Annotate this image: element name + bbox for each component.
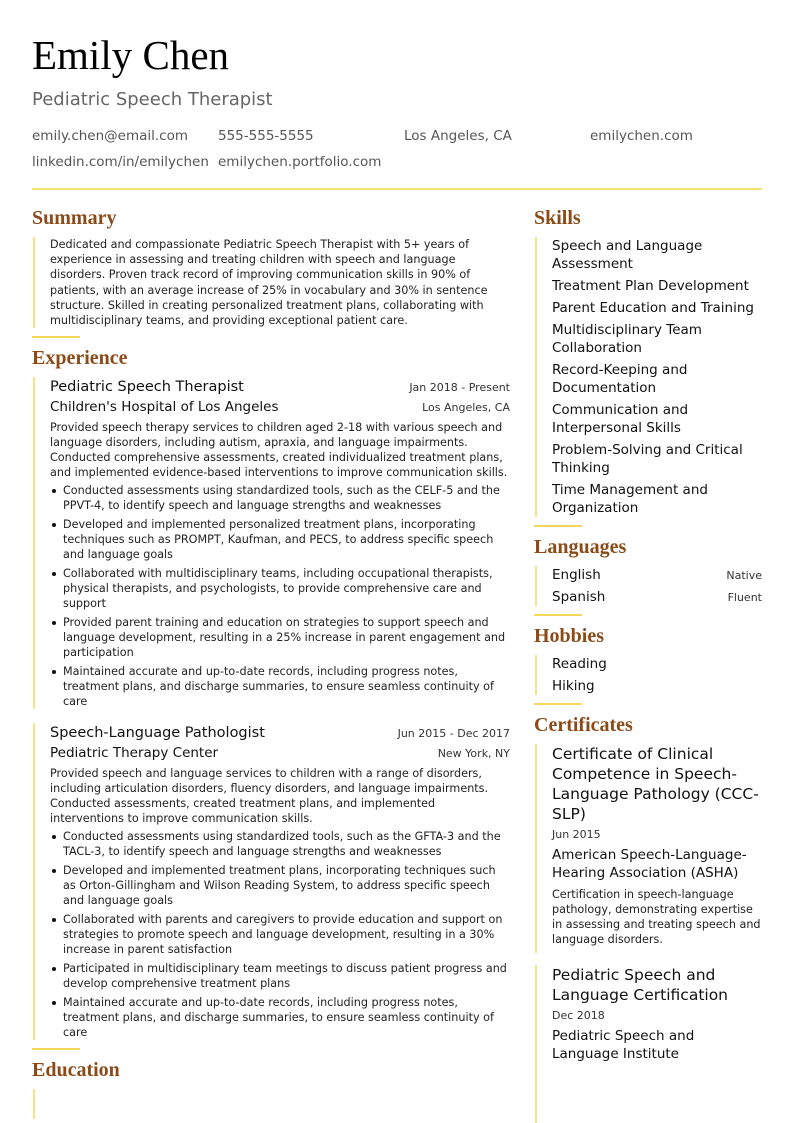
section-divider [32,1048,80,1050]
skill-item: Time Management and Organization [552,482,708,516]
certificate-date: Dec 2018 [552,1009,605,1022]
summary-block [33,237,510,328]
contact-linkedin[interactable]: linkedin.com/in/emilychen [32,154,209,170]
job-bullet: Collaborated with parents and caregivers to provide education and support on strategies to promote speech and language development, resulting in a 30% increase in parent satisfaction [50,912,510,957]
hobbies-list [535,655,762,695]
certificate-title: Pediatric Speech and Language Certification [552,966,729,1004]
job-location: Los Angeles, CA [422,401,510,415]
right-column [534,207,762,1123]
section-divider [534,614,582,616]
job-title: Pediatric Speech Therapist [50,379,244,396]
left-column [32,207,510,1119]
job-bullet: Maintained accurate and up-to-date records, including progress notes, treatment plans, and discharge summaries, to ensure seamless continuity of care [50,995,510,1040]
languages-list [535,566,762,606]
job-bullet: Collaborated with multidisciplinary teams, including occupational therapists, physical therapists, and psychologists, to provide comprehensive care and support [50,566,510,611]
job-bullet: Maintained accurate and up-to-date records, including progress notes, treatment plans, and discharge summaries, to ensure seamless continuity of care [50,664,510,709]
contact-portfolio[interactable]: emilychen.portfolio.com [218,154,382,170]
hobby-item: Reading [552,656,607,672]
skill-item: Parent Education and Training [552,300,754,316]
hobbies-heading: Hobbies [534,625,605,647]
certificate-date: Jun 2015 [552,828,601,841]
job-bullets [50,829,510,1040]
section-divider [534,525,582,527]
education-block [33,1089,510,1119]
languages-heading: Languages [534,536,627,558]
summary-heading: Summary [32,207,117,229]
job-dates: Jan 2018 - Present [409,381,510,395]
skill-item: Problem-Solving and Critical Thinking [552,442,743,476]
job-title: Speech-Language Pathologist [50,725,265,742]
job-organization: Children's Hospital of Los Angeles [50,399,279,416]
contact-location: Los Angeles, CA [404,128,512,144]
job-bullet: Conducted assessments using standardized tools, such as the CELF-5 and the PPVT-4, to identify speech and language strengths and weaknesses [50,483,510,513]
section-divider [534,703,582,705]
job-dates: Jun 2015 - Dec 2017 [397,727,510,741]
candidate-name: Emily Chen [32,32,230,78]
contact-phone[interactable]: 555-555-5555 [218,128,314,144]
language-item [552,566,762,584]
language-name: Spanish [552,589,606,605]
language-name: English [552,567,601,583]
job-bullet: Provided parent training and education on strategies to support speech and language development, resulting in a 25% increase in parent engagement and participation [50,615,510,660]
certificate-title: Certificate of Clinical Competence in Speech-Language Pathology (CCC-SLP) [552,745,759,823]
job-description: Provided speech and language services to children with a range of disorders, including articulation disorders, fluency disorders, and language impairments. Conducted assessments, created treatment plans, and implemented interventions to improve communication skills. [50,767,489,826]
skill-item: Treatment Plan Development [552,278,749,294]
job-organization: Pediatric Therapy Center [50,745,219,762]
header-divider [32,188,762,190]
section-divider [32,336,80,338]
skill-item: Multidisciplinary Team Collaboration [552,322,702,356]
job-entry [33,723,510,1040]
skill-item: Communication and Interpersonal Skills [552,402,689,436]
skill-item: Record-Keeping and Documentation [552,362,688,396]
job-bullet: Developed and implemented personalized treatment plans, incorporating techniques such as PROMPT, Kaufman, and PECS, to address specific speech and language goals [50,517,510,562]
skills-heading: Skills [534,207,581,229]
certificate-entry [535,965,762,1123]
job-description: Provided speech therapy services to children aged 2-18 with various speech and language disorders, including autism, apraxia, and language impairments. Conducted comprehensive assessments, created individualized treatment plans, and implemented evidence-based interventions to improve communication skills. [50,421,508,480]
language-item [552,588,762,606]
hobby-item: Hiking [552,678,595,694]
certificate-issuer: American Speech-Language-Hearing Association (ASHA) [552,847,747,881]
contact-email[interactable]: emily.chen@email.com [32,128,189,144]
job-bullet: Developed and implemented treatment plans, incorporating techniques such as Orton-Gillingham and Wilson Reading System, to address specific speech and language goals [50,863,510,908]
contact-website[interactable]: emilychen.com [590,128,693,144]
candidate-role: Pediatric Speech Therapist [32,89,273,110]
contact-info [32,128,762,171]
skills-list [535,237,762,517]
experience-heading: Experience [32,347,128,370]
education-heading: Education [32,1059,120,1082]
job-bullet: Participated in multidisciplinary team meetings to discuss patient progress and develop comprehensive treatment plans [50,961,510,991]
certificate-entry [535,744,762,953]
certificates-heading: Certificates [534,714,633,736]
language-level: Native [726,569,762,582]
job-bullets [50,483,510,709]
language-level: Fluent [727,591,762,604]
certificate-description: Certification in speech-language pathology, demonstrating expertise in assessing and treating speech and language disorders. [552,888,761,946]
skill-item: Speech and Language Assessment [552,238,703,272]
certificate-issuer: Pediatric Speech and Language Institute [552,1028,695,1062]
summary-text: Dedicated and compassionate Pediatric Speech Therapist with 5+ years of experience in assessing and treating children with speech and language disorders. Proven track record of improving communication skills in 90% of patients, with an average increase of 25% in vocabulary and 30% in sentence structure. Skilled in creating personalized treatment plans, collaborating with multidisciplinary teams, and providing exceptional patient care. [50,238,488,328]
job-bullet: Conducted assessments using standardized tools, such as the GFTA-3 and the TACL-3, to identify speech and language strengths and weaknesses [50,829,510,859]
job-entry [33,377,510,709]
job-location: New York, NY [437,747,510,761]
